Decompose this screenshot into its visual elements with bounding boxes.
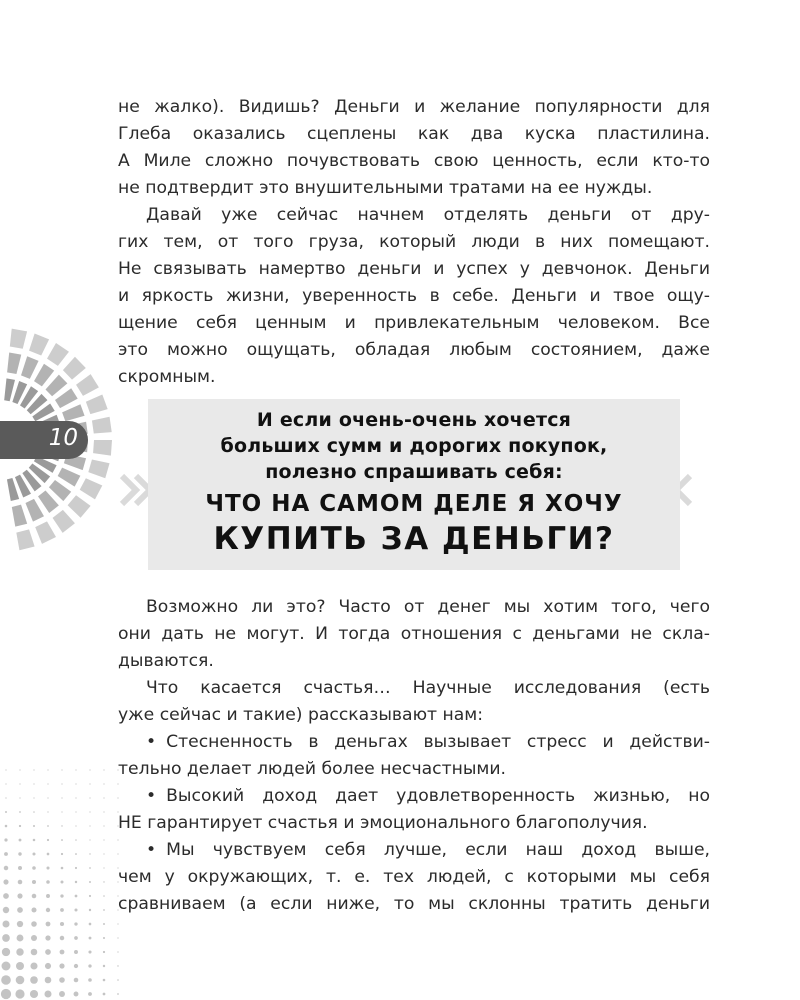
halftone-dot	[46, 866, 49, 869]
sunburst-segment	[92, 417, 112, 434]
halftone-dot	[33, 839, 36, 842]
halftone-dot	[117, 965, 118, 966]
halftone-dot	[30, 962, 37, 969]
halftone-dot	[75, 867, 77, 869]
sunburst-segment	[12, 505, 27, 527]
halftone-dot	[4, 852, 8, 856]
halftone-dot	[103, 867, 104, 868]
halftone-dot	[15, 989, 24, 998]
halftone-dot	[32, 852, 35, 855]
halftone-dot	[47, 811, 48, 812]
halftone-dot	[60, 922, 64, 926]
halftone-dot	[60, 936, 64, 940]
halftone-dot	[103, 923, 105, 925]
sunburst-segment	[7, 352, 21, 374]
sunburst-segment	[88, 460, 109, 479]
halftone-dot	[33, 797, 34, 798]
text-line: дываются.	[118, 651, 214, 671]
halftone-dot	[5, 825, 8, 828]
halftone-dot	[19, 825, 21, 827]
halftone-dot	[47, 797, 48, 798]
halftone-dot	[61, 853, 63, 855]
callout-line-5: КУПИТЬ ЗА ДЕНЬГИ?	[213, 521, 615, 557]
halftone-dot	[60, 894, 63, 897]
sunburst-segment	[10, 329, 27, 349]
halftone-dot	[3, 893, 9, 899]
bullet-list	[118, 729, 710, 918]
halftone-dot	[89, 783, 90, 784]
halftone-dot	[74, 908, 77, 911]
text-line: не подтвердит это внушительными тратами на ее нужды.	[118, 178, 653, 198]
halftone-dot	[75, 783, 76, 784]
halftone-dot	[89, 909, 91, 911]
halftone-dot	[18, 852, 21, 855]
text-line: сравниваем (а если ниже, то мы склонны тратить деньги	[118, 894, 710, 914]
sunburst-segment	[46, 375, 68, 397]
halftone-dot	[88, 992, 92, 996]
halftone-dot	[47, 783, 48, 784]
halftone-dot	[17, 921, 23, 927]
text-line: и яркость жизни, уверенность в себе. Деньги и твое ощу-	[118, 286, 710, 306]
bullet-icon: •	[146, 732, 157, 752]
halftone-dot	[74, 978, 79, 983]
halftone-dot	[75, 797, 76, 798]
halftone-dot	[75, 881, 77, 883]
halftone-dot	[61, 881, 64, 884]
halftone-dot	[46, 908, 50, 912]
text-line: скромным.	[118, 367, 216, 387]
paragraph-2	[118, 202, 710, 391]
halftone-dot	[5, 769, 6, 770]
halftone-dot	[89, 853, 90, 854]
halftone-dot	[89, 923, 92, 926]
halftone-dot	[103, 993, 106, 996]
halftone-dot	[31, 949, 38, 956]
halftone-dot	[103, 965, 105, 967]
halftone-dot	[33, 783, 34, 784]
list-item: • Стесненность в деньгах вызывает стресс и действи-	[146, 732, 710, 752]
halftone-dot	[3, 907, 9, 913]
paragraph-4	[118, 675, 710, 729]
halftone-dot	[47, 853, 50, 856]
callout-line-1: И если очень-очень хочется	[256, 409, 572, 431]
callout-line-3: полезно спрашивать себя:	[265, 461, 563, 483]
halftone-dot	[59, 977, 65, 983]
halftone-dot	[117, 937, 118, 938]
text-line: уже сейчас и такие) рассказывают нам:	[118, 705, 484, 725]
halftone-dot	[103, 881, 104, 882]
halftone-dot	[32, 894, 37, 899]
sunburst-segment	[86, 394, 108, 414]
text-line: Возможно ли это? Часто от денег мы хотим того, чего	[146, 597, 710, 617]
halftone-dot	[3, 879, 8, 884]
text-line: тельно делает людей более несчастными.	[118, 759, 507, 779]
sunburst-segment	[34, 364, 54, 387]
sunburst-segment	[55, 388, 78, 408]
halftone-dot	[16, 976, 25, 985]
halftone-dot	[61, 839, 63, 841]
halftone-dot	[103, 783, 104, 784]
halftone-dot	[33, 825, 35, 827]
halftone-dot	[19, 797, 20, 798]
halftone-dot	[61, 811, 62, 812]
halftone-dot	[30, 990, 38, 998]
halftone-dot	[4, 838, 7, 841]
halftone-dot	[2, 920, 9, 927]
halftone-dot	[31, 935, 37, 941]
halftone-dot	[103, 811, 104, 812]
bullet-icon: •	[146, 840, 157, 860]
halftone-dot	[88, 978, 92, 982]
callout-line-2: больших сумм и дорогих покупок,	[220, 435, 608, 457]
halftone-dot	[89, 895, 91, 897]
halftone-dot	[16, 962, 24, 970]
sunburst-segment	[21, 356, 39, 379]
halftone-dot	[74, 950, 78, 954]
halftone-dot	[75, 825, 76, 826]
halftone-dot	[45, 935, 50, 940]
text-line: Глеба оказались сцеплены как два куска пластилина.	[118, 124, 710, 144]
sunburst-segment	[53, 510, 75, 533]
halftone-dot	[2, 934, 10, 942]
halftone-dot	[5, 811, 7, 813]
sunburst-segment	[16, 529, 34, 550]
halftone-dot	[103, 769, 104, 770]
halftone-dot	[18, 866, 22, 870]
halftone-dot	[103, 853, 104, 854]
sunburst-segment	[4, 378, 15, 401]
halftone-dot	[19, 783, 20, 784]
halftone-dot	[17, 935, 24, 942]
halftone-dot	[117, 979, 119, 981]
halftone-dot	[61, 769, 62, 770]
halftone-dot	[5, 783, 6, 784]
halftone-dot	[74, 992, 79, 997]
halftone-dot	[5, 797, 6, 798]
halftone-dot	[47, 825, 49, 827]
halftone-dot	[88, 950, 91, 953]
halftone-dot	[30, 976, 38, 984]
sunburst-segment	[63, 357, 86, 380]
halftone-dot	[89, 769, 90, 770]
halftone-dot	[89, 811, 90, 812]
halftone-dot	[89, 881, 91, 883]
halftone-dot	[4, 866, 8, 870]
halftone-dot	[46, 880, 50, 884]
text-line: чем у окружающих, т. е. тех людей, с которыми мы себя	[118, 867, 710, 887]
text-line: НЕ гарантирует счастья и эмоционального благополучия.	[118, 813, 648, 833]
sunburst-segment	[25, 499, 44, 522]
halftone-dot	[103, 979, 106, 982]
halftone-dot	[103, 937, 105, 939]
text-line: Не связывать намертво деньги и успех у девчонок. Деньги	[118, 259, 710, 279]
halftone-dot	[75, 895, 78, 898]
halftone-dot	[46, 894, 50, 898]
halftone-dot	[117, 923, 118, 924]
halftone-dot	[32, 866, 36, 870]
halftone-dot	[89, 825, 90, 826]
halftone-dot	[33, 811, 35, 813]
halftone-dot	[74, 964, 78, 968]
halftone-dot	[45, 949, 51, 955]
halftone-dot	[103, 909, 105, 911]
text-line: А Миле сложно почувствовать свою ценность, если кто-то	[118, 151, 710, 171]
halftone-dot	[31, 907, 36, 912]
sunburst-segment	[80, 478, 103, 499]
text-line: щение себя ценным и привлекательным человеком. Все	[118, 313, 710, 333]
halftone-dot	[44, 990, 51, 997]
halftone-dot	[103, 839, 104, 840]
halftone-dot	[89, 797, 90, 798]
halftone-dot	[75, 769, 76, 770]
halftone-dot	[74, 936, 78, 940]
halftone-dot	[75, 853, 77, 855]
text-line: это можно ощущать, обладая любым состоянием, даже	[118, 340, 710, 360]
halftone-dot	[16, 948, 23, 955]
decorative-sunburst	[0, 0, 120, 1000]
halftone-dot	[117, 993, 119, 995]
halftone-dot	[88, 964, 91, 967]
halftone-dot	[60, 908, 64, 912]
list-item: • Высокий доход дает удовлетворенность жизнью, но	[146, 786, 710, 806]
halftone-dot	[103, 825, 104, 826]
halftone-dot	[1, 975, 11, 985]
halftone-dot	[33, 769, 34, 770]
halftone-dot	[61, 825, 62, 826]
sunburst-segment	[76, 374, 99, 396]
sunburst-segment	[68, 495, 91, 518]
halftone-dot	[117, 951, 118, 952]
halftone-dot	[103, 895, 105, 897]
halftone-dot	[2, 948, 10, 956]
halftone-dot	[89, 839, 90, 840]
halftone-dot	[19, 811, 21, 813]
bullet-icon: •	[146, 786, 157, 806]
text-line: не жалко). Видишь? Деньги и желание популярности для	[118, 97, 710, 117]
halftone-dot	[89, 937, 92, 940]
paragraph-3	[118, 594, 710, 675]
halftone-dot	[19, 839, 22, 842]
halftone-dot	[45, 977, 52, 984]
callout-line-4: ЧТО НА САМОМ ДЕЛЕ Я ХОЧУ	[205, 491, 623, 517]
halftone-dot	[47, 839, 49, 841]
halftone-dot	[59, 963, 64, 968]
halftone-dot	[18, 880, 23, 885]
halftone-dot	[1, 989, 11, 999]
highlight-callout	[148, 399, 680, 570]
halftone-dot	[61, 867, 64, 870]
halftone-dot	[47, 769, 48, 770]
halftone-dot	[59, 991, 65, 997]
paragraph-1	[118, 94, 710, 202]
text-line: гих тем, от того груза, который люди в них помещают.	[118, 232, 710, 252]
sunburst-segment	[49, 480, 71, 501]
sunburst-segment	[29, 333, 49, 355]
page-number-tab	[0, 421, 88, 459]
sunburst-segment	[62, 404, 84, 421]
sunburst-segment	[38, 491, 59, 513]
sunburst-segment	[35, 521, 56, 543]
halftone-dot	[17, 893, 22, 898]
halftone-dot	[19, 769, 20, 770]
halftone-dot	[31, 921, 37, 927]
halftone-dot	[75, 839, 77, 841]
halftone-dot	[60, 950, 65, 955]
halftone-dot	[103, 951, 105, 953]
halftone-dot	[61, 797, 62, 798]
page-number: 10	[48, 425, 78, 451]
halftone-dot	[74, 922, 77, 925]
sunburst-segment	[93, 440, 112, 456]
halftone-dot	[61, 783, 62, 784]
halftone-dot	[45, 963, 51, 969]
sunburst-segment	[58, 468, 81, 487]
text-line: Давай уже сейчас начнем отделять деньги от дру-	[146, 205, 710, 225]
sunburst-segment	[47, 343, 69, 366]
halftone-dot	[17, 907, 23, 913]
halftone-dot	[32, 880, 36, 884]
halftone-dot	[103, 797, 104, 798]
text-line: они дать не могут. И тогда отношения с деньгами не скла-	[118, 624, 710, 644]
halftone-dot	[2, 962, 11, 971]
halftone-dot	[89, 867, 91, 869]
halftone-dot	[75, 811, 76, 812]
halftone-dot	[46, 922, 51, 927]
text-line: Что касается счастья… Научные исследования (есть	[146, 678, 710, 698]
list-item: • Мы чувствуем себя лучше, если наш доход выше,	[146, 840, 710, 860]
